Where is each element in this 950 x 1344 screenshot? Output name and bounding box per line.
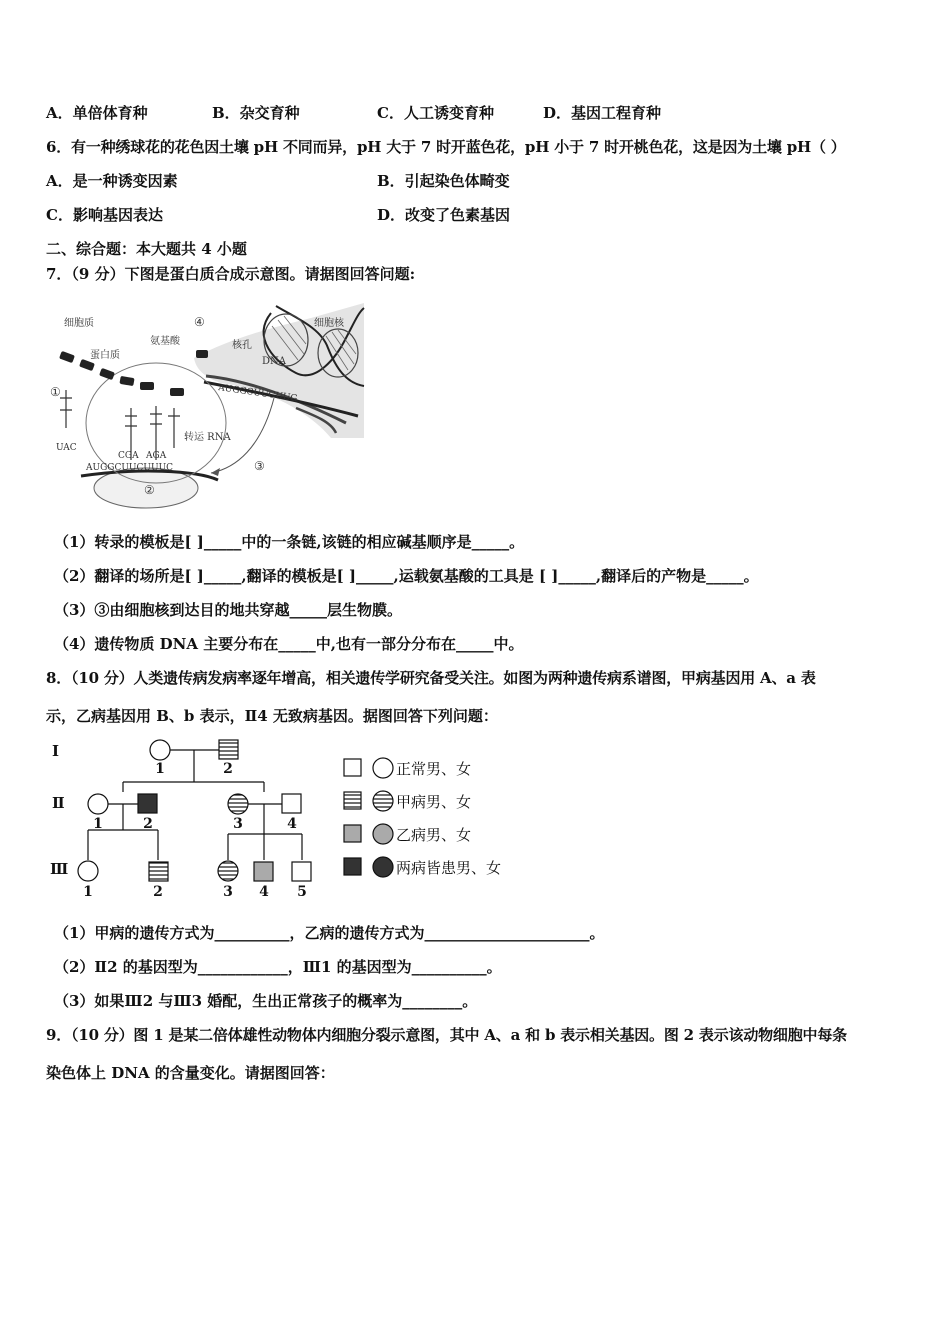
label-trna: 转运 RNA [184, 432, 231, 443]
num-III4: 4 [259, 884, 269, 900]
q6-stem: 6．有一种绣球花的花色因土壤 pH 不同而异，pH 大于 7 时开蓝色花，pH 小于 7 时开桃色花，这是因为土壤 pH（ ） [46, 138, 846, 156]
q9-stem-line2: 染色体上 DNA 的含量变化。请据图回答： [46, 1064, 335, 1082]
gen-label-1: Ⅰ [52, 742, 60, 760]
q7-sub-3: （3）③由细胞核到达目的地共穿越_____层生物膜。 [54, 601, 402, 619]
III1-female-normal [78, 861, 98, 881]
III5-male-normal [292, 862, 311, 881]
q8-sub-2: （2）Ⅱ2 的基因型为____________，Ⅲ1 的基因型为__________。 [54, 958, 502, 976]
label-nuclear-pore: 核孔 [232, 340, 252, 351]
label-aga: AGA [146, 451, 167, 461]
II4-male-normal [282, 794, 301, 813]
q8-sub-1: （1）甲病的遗传方式为__________，乙病的遗传方式为______________________。 [54, 924, 605, 942]
q5-option-c: C．人工诱变育种 [377, 104, 494, 122]
num-II4: 4 [287, 816, 297, 832]
label-nucleus: 细胞核 [314, 318, 344, 329]
q8-stem-line1: 8．（10 分）人类遗传病发病率逐年增高，相关遗传学研究备受关注。如图为两种遗传病系谱图，甲病基因用 A、a 表 [46, 669, 816, 687]
q6-option-b: B．引起染色体畸变 [377, 172, 510, 190]
legend-normal: 正常男、女 [396, 760, 472, 778]
II1-female-normal [88, 794, 108, 814]
section-heading: 二、综合题：本大题共 4 小题 [46, 240, 247, 258]
q7-sub-2: （2）翻译的场所是[ ]_____,翻译的模板是[ ]_____,运载氨基酸的工具是 [ ]_____,翻译后的产物是_____。 [54, 567, 759, 585]
II3-female-disease-a [228, 794, 248, 814]
III4-male-disease-b [254, 862, 273, 881]
num-II2: 2 [143, 816, 153, 832]
num-I1: 1 [155, 761, 165, 777]
pedigree-chart [46, 734, 526, 906]
num-III3: 3 [223, 884, 233, 900]
num-III5: 5 [297, 884, 307, 900]
label-cytoplasm: 细胞质 [64, 318, 94, 329]
label-dna: DNA [262, 356, 286, 367]
pedigree-legend [344, 758, 393, 877]
label-uac: UAC [56, 443, 77, 453]
q6-option-c: C．影响基因表达 [46, 206, 163, 224]
q7-sub-4: （4）遗传物质 DNA 主要分布在_____中,也有一部分分布在_____中。 [54, 635, 524, 653]
label-cga: CGA [118, 451, 139, 461]
q5-option-a: A．单倍体育种 [46, 104, 148, 122]
protein-synthesis-figure [46, 298, 370, 510]
amino-acid [196, 350, 208, 358]
q7-stem: 7．（9 分）下图是蛋白质合成示意图。请据图回答问题: [46, 265, 416, 283]
num-II1: 1 [93, 816, 103, 832]
q8-sub-3: （3）如果Ⅲ2 与Ⅲ3 婚配，生出正常孩子的概率为________。 [54, 992, 478, 1010]
label-2: ② [144, 483, 155, 497]
gen-label-2: Ⅱ [52, 794, 65, 812]
q8-stem-line2: 示，乙病基因用 B、b 表示，Ⅱ4 无致病基因。据图回答下列问题： [46, 707, 498, 725]
protein-chain [59, 350, 208, 396]
label-3: ③ [254, 459, 265, 473]
I2-male-disease-a [219, 740, 238, 759]
II2-male-both [138, 794, 157, 813]
trna-molecules [60, 390, 180, 460]
legend-disease-a: 甲病男、女 [396, 793, 472, 811]
label-mrna-seq-nucleus: AUGGCUUCUUG [217, 383, 298, 405]
legend-disease-b: 乙病男、女 [396, 826, 472, 844]
gen-label-3: Ⅲ [50, 860, 69, 878]
q5-option-d: D．基因工程育种 [543, 104, 662, 122]
num-I2: 2 [223, 761, 233, 777]
legend-both: 两病皆患男、女 [396, 859, 502, 877]
num-III2: 2 [153, 884, 163, 900]
III3-female-disease-a [218, 861, 238, 881]
q5-option-b: B．杂交育种 [212, 104, 300, 122]
num-III1: 1 [83, 884, 93, 900]
q7-sub-1: （1）转录的模板是[ ]_____中的一条链,该链的相应碱基顺序是_____。 [54, 533, 525, 551]
q9-stem-line1: 9．（10 分）图 1 是某二倍体雄性动物体内细胞分裂示意图，其中 A、a 和 b 表示相关基因。图 2 表示该动物细胞中每条 [46, 1026, 847, 1044]
q6-option-a: A．是一种诱变因素 [46, 172, 178, 190]
label-protein: 蛋白质 [90, 350, 120, 361]
I1-female-normal [150, 740, 170, 760]
num-II3: 3 [233, 816, 243, 832]
q6-option-d: D．改变了色素基因 [377, 206, 511, 224]
label-mrna-seq-cytoplasm: AUGGCUUCUUUC [86, 463, 174, 473]
label-4: ④ [194, 315, 205, 329]
label-1: ① [50, 385, 61, 399]
III2-male-disease-a [149, 862, 168, 881]
label-amino-acid: 氨基酸 [150, 336, 180, 347]
